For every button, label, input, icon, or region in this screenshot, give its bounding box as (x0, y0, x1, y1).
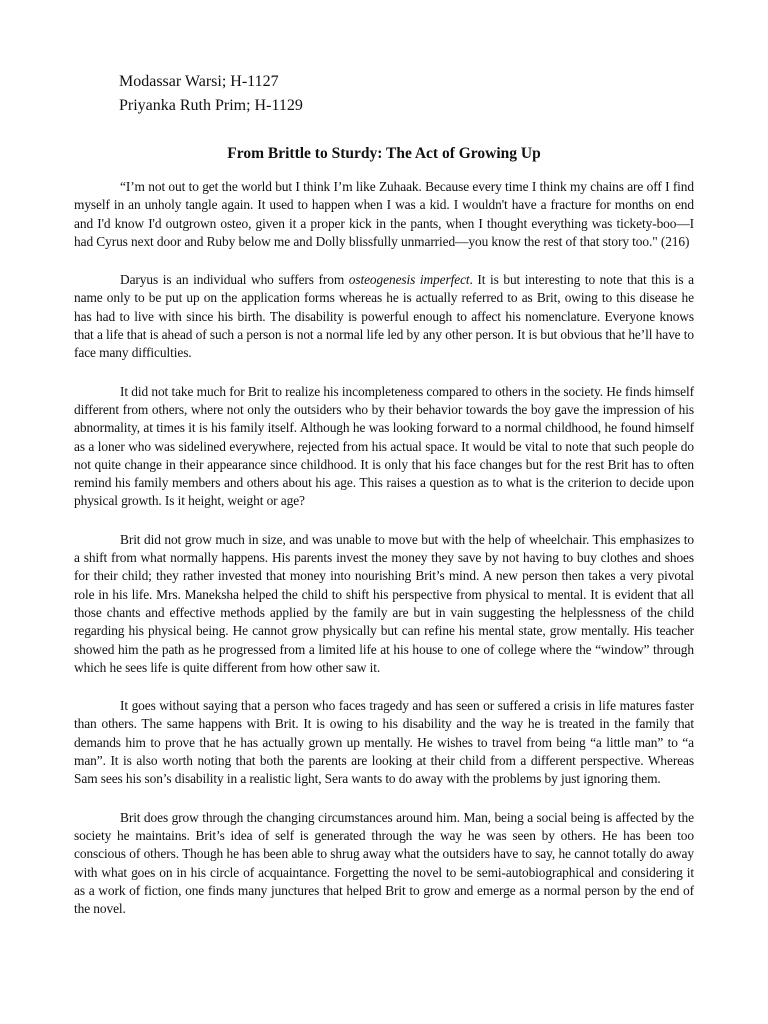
author-line-1: Modassar Warsi; H-1127 (119, 73, 279, 90)
disease-name-italic: osteogenesis imperfect (348, 272, 470, 288)
essay-body (74, 178, 694, 918)
paragraph-2 (74, 271, 694, 362)
paragraph-quotation: “I’m not out to get the world but I think I’m like Zuhaak. Because every time I think my chains are off I find myself in an unholy tangle again. It used to happen when I was a kid. I wouldn't have a fracture for months on end and I'd know I'd outgrown osteo, given it a proper kick in the pants, when I thought everything was tickety-boo—I had Cyrus next door and Ruby below me and Dolly blissfully unmarried—you know the rest of that story too." (216) (74, 179, 694, 249)
paragraph-4: Brit did not grow much in size, and was unable to move but with the help of wheelchair. This emphasizes to a shift from what normally happens. His parents invest the money they save by not having to buy clothes and shoes for their child; they rather invested that money into nourishing Brit’s mind. A new person then takes a very pivotal role in his life. Mrs. Maneksha helped the child to shift his perspective from physical to mental. It is evident that all those chants and effective methods applied by the family are but in vain suggesting the helplessness of the child regarding his physical being. He cannot grow physically but can refine his mental state, grow mentally. His teacher showed him the path as he progressed from a limited life at his house to one of college where the “window” through which he sees life is quite different from how other saw it. (74, 531, 694, 675)
paragraph-5: It goes without saying that a person who faces tragedy and has seen or suffered a crisis in life matures faster than others. The same happens with Brit. It is owing to his disability and the way he is treated in the family that demands him to prove that he has actually grown up mentally. He wishes to travel from being “a little man” to “a man”. It is also worth noting that both the parents are looking at their child from a different perspective. Whereas Sam sees his son’s disability in a realistic light, Sera wants to do away with the problems by just ignoring them. (74, 698, 694, 787)
author-block (119, 70, 694, 118)
document-title: From Brittle to Sturdy: The Act of Growing Up (227, 145, 541, 162)
paragraph-2-after: . It is but interesting to note that this is a name only to be put up on the application forms whereas he is actually referred to as Brit, owing to this disease he has had to live with since his birth. The disability is powerful enough to affect his nomenclature. Everyone knows that a life that is ahead of such a person is not a normal life led by any other person. It is but obvious that he’ll have to face many difficulties. (74, 272, 694, 361)
author-line-2: Priyanka Ruth Prim; H-1129 (119, 97, 303, 114)
paragraph-2-before: Daryus is an individual who suffers from (120, 272, 349, 288)
paragraph-3: It did not take much for Brit to realize his incompleteness compared to others in the society. He finds himself different from others, where not only the outsiders who by their behavior towards the boy gave the impression of his abnormality, at times it is his family itself. Although he was looking forward to a normal childhood, he found himself as a loner who was sidelined everywhere, rejected from his actual space. It would be vital to note that such people do not quite change in their appearance since childhood. It is only that his face changes but for the rest Brit has to often remind his family members and others about his age. This raises a question as to what is the criterion to decide upon physical growth. Is it height, weight or age? (74, 383, 694, 509)
paragraph-6: Brit does grow through the changing circumstances around him. Man, being a social being is affected by the society he maintains. Brit’s idea of self is generated through the way he was seen by others. He has been too conscious of others. Though he has been able to shrug away what the outsiders have to say, he cannot totally do away with what goes on in his circle of acquaintance. Forgetting the novel to be semi-autobiographical and considering it as a work of fiction, one finds many junctures that helped Brit to grow and emerge as a normal person by the end of the novel. (74, 809, 694, 917)
